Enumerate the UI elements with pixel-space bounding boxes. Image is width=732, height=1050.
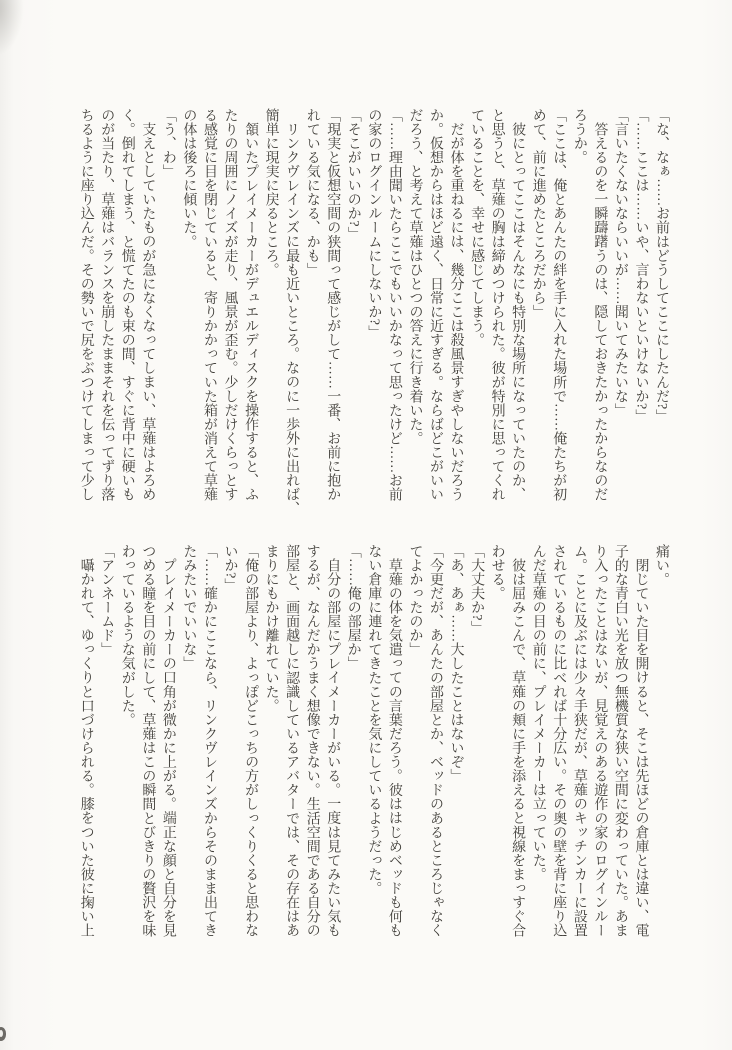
text-column: ろうか。	[571, 108, 587, 165]
text-column: プレイメーカーの口角が微かに上がる。端正な顔と自分を見	[160, 558, 176, 938]
text-column: 「言いたくないならいいが……聞いてみたいな」	[612, 108, 628, 418]
scan-smudge	[0, 0, 24, 56]
text-column: だが体を重ねるには、幾分ここは殺風景すぎやしないだろう	[448, 122, 464, 502]
passage-bottom	[74, 544, 671, 944]
text-column: 支えとしていたものが急になくなってしまい、草薙はよろめ	[140, 122, 156, 502]
text-column: 部屋と、画面越しに認識しているアバターでは、その存在はあ	[284, 544, 300, 938]
text-column: されているものに比べれば十分広い。その奥の壁を背に座り込	[551, 544, 567, 938]
text-column: 「あ、あぁ……大したことはないぞ」	[448, 544, 464, 783]
text-column: いか?」	[222, 544, 238, 593]
text-column: だろう、と考えて草薙はひとつの答えに行き着いた。	[407, 108, 423, 446]
text-column: てよかったのか」	[407, 544, 423, 657]
text-column: リンクヴレインズに最も近いところ。なのに一歩外に出れば、	[284, 122, 300, 516]
text-column: 「……ここは……いや、言わないといけないか?」	[633, 108, 649, 424]
text-column: 答えるのを一瞬躊躇うのは、隠しておきたかったからなのだ	[592, 122, 608, 502]
text-column: 「……理由聞いたらここでもいいかなって思ったけど……お前	[386, 108, 402, 502]
text-column: たみたいでいいな」	[181, 544, 197, 671]
text-column: たりの周囲にノイズが走り、風景が歪む。少しだけくらっとす	[222, 108, 238, 502]
text-column: わっているような気がした。	[119, 544, 135, 727]
text-column: 自分の部屋にプレイメーカーがいる。一度は見てみたい気も	[325, 558, 341, 938]
text-column: か。仮想からはほど遠く、日常に近すぎる。ならばどこがいい	[427, 108, 443, 502]
text-column: 「う、わ」	[160, 108, 176, 179]
text-column: 閉じていた目を開けると、そこは先ほどの倉庫とは違い、電	[633, 558, 649, 938]
text-column: 「ここは、俺とあんたの絆を手に入れた場所で……俺たちが初	[551, 108, 567, 502]
text-column: のが当たり、草薙はバランスを崩したままそれを伝ってずり落	[99, 108, 115, 502]
text-column: 痛い。	[654, 544, 669, 587]
text-column: 「アンネームド」	[99, 544, 115, 657]
text-column: 子的な青白い光を放つ無機質な狭い空間に変わっていた。あま	[612, 544, 628, 938]
text-column: するが、なんだかうまく想像できない。生活空間である自分の	[304, 544, 320, 938]
text-column: んだ草薙の目の前に、プレイメーカーは立っていた。	[530, 544, 546, 882]
text-column: 「俺の部屋より、よっぽどこっちの方がしっくりくると思わな	[243, 544, 259, 938]
text-column: ない倉庫に連れてきたことを気にしているようだった。	[366, 544, 382, 896]
text-column: ム。ことに及ぶには少々手狭だが、草薙のキッチンカーに設置	[571, 544, 587, 938]
text-column: つめる瞳を目の前にして、草薙はこの瞬間とびきりの贅沢を味	[140, 544, 156, 938]
text-column: 頷いたプレイメーカーがデュエルディスクを操作すると、ふ	[243, 122, 259, 502]
text-column: 「現実と仮想空間の狭間って感じがして……一番、お前に抱か	[325, 108, 341, 502]
text-column: 草薙の体を気遣っての言葉だろう。彼ははじめベッドも何も	[386, 558, 402, 938]
text-column: の家のログインルームにしないか?」	[366, 108, 382, 340]
text-column: と思うと、草薙の胸は締めつけられた。彼が特別に思ってくれ	[489, 108, 505, 502]
text-column: 囁かれて、ゆっくりと口づけられる。膝をついた彼に掬い上	[78, 558, 94, 938]
text-column: ていることを、幸せに感じてしまう。	[469, 108, 485, 347]
text-column: 「……確かにここなら、リンクヴレインズからそのまま出てき	[201, 544, 217, 938]
text-column: めて、前に進めたところだから」	[530, 108, 546, 319]
text-column: 「今更だが、あんたの部屋とか、ベッドのあるところじゃなく	[427, 544, 443, 938]
text-column: 「そこがいいのか?」	[345, 108, 361, 241]
text-column: ちるように座り込んだ。その勢いで尻をぶつけてしまって少し	[78, 108, 94, 502]
text-column: る感覚に目を閉じていると、寄りかかっていた箱が消えて草薙	[201, 108, 217, 502]
text-column: 「……俺の部屋か」	[345, 544, 361, 671]
text-column: り入ったことはないが、見覚えのある遊作の家のログインルー	[592, 544, 608, 938]
text-column: れている気になる、かも」	[304, 108, 320, 277]
text-column: 彼は屈みこんで、草薙の頬に手を添えると視線をまっすぐ合	[510, 558, 526, 938]
passage-top	[74, 108, 671, 516]
text-column: 「大丈夫か?」	[469, 544, 485, 635]
text-column: まりにもかけ離れていた。	[263, 544, 279, 713]
text-column: 「な、なぁ……お前はどうしてここにしたんだ?」	[654, 108, 669, 424]
text-column: 彼にとってここはそんなにも特別な場所になっていたのか、	[510, 122, 526, 502]
text-column: く。倒れてしまう、と慌てたのも束の間、すぐに背中に硬いも	[119, 108, 135, 502]
text-column: わせる。	[489, 544, 505, 601]
page-corner-artifact	[0, 1027, 6, 1041]
text-column: の体は後ろに傾いた。	[181, 108, 197, 249]
text-column: 簡単に現実に戻るところ。	[263, 108, 279, 277]
